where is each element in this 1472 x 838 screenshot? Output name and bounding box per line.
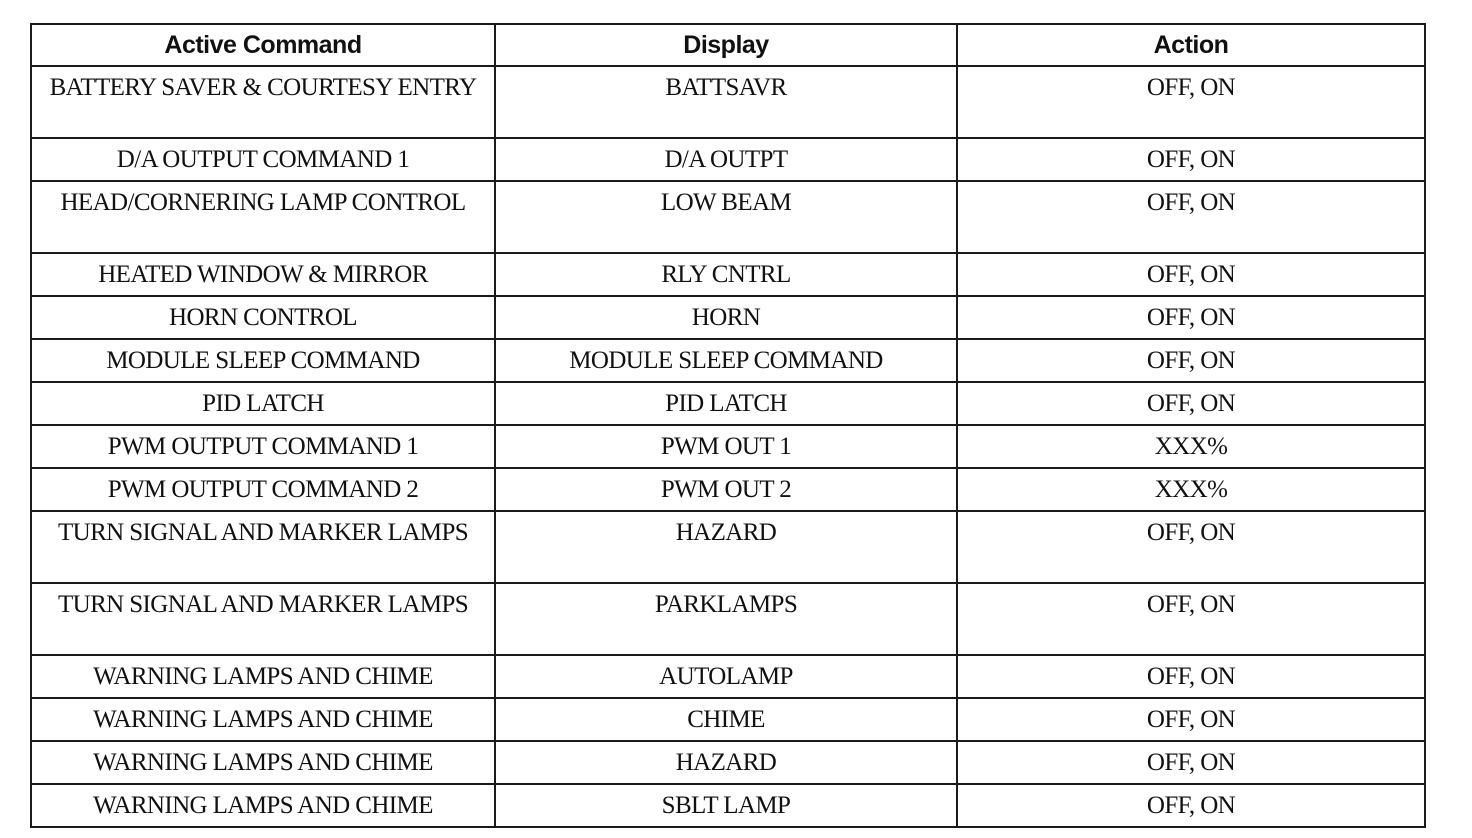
cell-action: OFF, ON xyxy=(957,66,1425,138)
cell-display: AUTOLAMP xyxy=(495,655,957,698)
cell-action: OFF, ON xyxy=(957,698,1425,741)
column-header-display: Display xyxy=(495,24,957,66)
cell-action: OFF, ON xyxy=(957,583,1425,655)
cell-active-command: WARNING LAMPS AND CHIME xyxy=(31,698,495,741)
table-body xyxy=(31,66,1425,827)
cell-display: LOW BEAM xyxy=(495,181,957,253)
cell-display: PID LATCH xyxy=(495,382,957,425)
table-header-row xyxy=(31,24,1425,66)
cell-display: RLY CNTRL xyxy=(495,253,957,296)
cell-active-command: TURN SIGNAL AND MARKER LAMPS xyxy=(31,511,495,583)
cell-active-command: HORN CONTROL xyxy=(31,296,495,339)
cell-display: MODULE SLEEP COMMAND xyxy=(495,339,957,382)
cell-action: OFF, ON xyxy=(957,511,1425,583)
cell-display: D/A OUTPT xyxy=(495,138,957,181)
cell-active-command: PWM OUTPUT COMMAND 1 xyxy=(31,425,495,468)
table-row xyxy=(31,382,1425,425)
cell-display: PARKLAMPS xyxy=(495,583,957,655)
table-row xyxy=(31,511,1425,583)
cell-display: CHIME xyxy=(495,698,957,741)
column-header-action: Action xyxy=(957,24,1425,66)
active-command-table xyxy=(30,23,1426,828)
column-header-active-command: Active Command xyxy=(31,24,495,66)
cell-action: XXX% xyxy=(957,425,1425,468)
cell-active-command: WARNING LAMPS AND CHIME xyxy=(31,655,495,698)
table-row xyxy=(31,425,1425,468)
cell-action: OFF, ON xyxy=(957,138,1425,181)
cell-active-command: HEAD/CORNERING LAMP CONTROL xyxy=(31,181,495,253)
cell-action: XXX% xyxy=(957,468,1425,511)
cell-active-command: PWM OUTPUT COMMAND 2 xyxy=(31,468,495,511)
table-row xyxy=(31,138,1425,181)
table-row xyxy=(31,468,1425,511)
cell-active-command: WARNING LAMPS AND CHIME xyxy=(31,784,495,827)
cell-active-command: D/A OUTPUT COMMAND 1 xyxy=(31,138,495,181)
table-row xyxy=(31,741,1425,784)
table-row xyxy=(31,655,1425,698)
table-row xyxy=(31,339,1425,382)
cell-action: OFF, ON xyxy=(957,181,1425,253)
cell-action: OFF, ON xyxy=(957,784,1425,827)
table-row xyxy=(31,698,1425,741)
cell-display: HAZARD xyxy=(495,741,957,784)
cell-active-command: PID LATCH xyxy=(31,382,495,425)
cell-action: OFF, ON xyxy=(957,296,1425,339)
cell-active-command: BATTERY SAVER & COURTESY ENTRY xyxy=(31,66,495,138)
cell-active-command: TURN SIGNAL AND MARKER LAMPS xyxy=(31,583,495,655)
cell-display: HORN xyxy=(495,296,957,339)
cell-display: SBLT LAMP xyxy=(495,784,957,827)
table-row xyxy=(31,253,1425,296)
cell-active-command: MODULE SLEEP COMMAND xyxy=(31,339,495,382)
table-row xyxy=(31,296,1425,339)
cell-action: OFF, ON xyxy=(957,339,1425,382)
cell-display: HAZARD xyxy=(495,511,957,583)
cell-action: OFF, ON xyxy=(957,741,1425,784)
cell-action: OFF, ON xyxy=(957,655,1425,698)
table-row xyxy=(31,66,1425,138)
cell-action: OFF, ON xyxy=(957,382,1425,425)
cell-display: PWM OUT 2 xyxy=(495,468,957,511)
table-row xyxy=(31,583,1425,655)
cell-active-command: HEATED WINDOW & MIRROR xyxy=(31,253,495,296)
cell-action: OFF, ON xyxy=(957,253,1425,296)
cell-active-command: WARNING LAMPS AND CHIME xyxy=(31,741,495,784)
table-row xyxy=(31,784,1425,827)
cell-display: PWM OUT 1 xyxy=(495,425,957,468)
table-row xyxy=(31,181,1425,253)
cell-display: BATTSAVR xyxy=(495,66,957,138)
